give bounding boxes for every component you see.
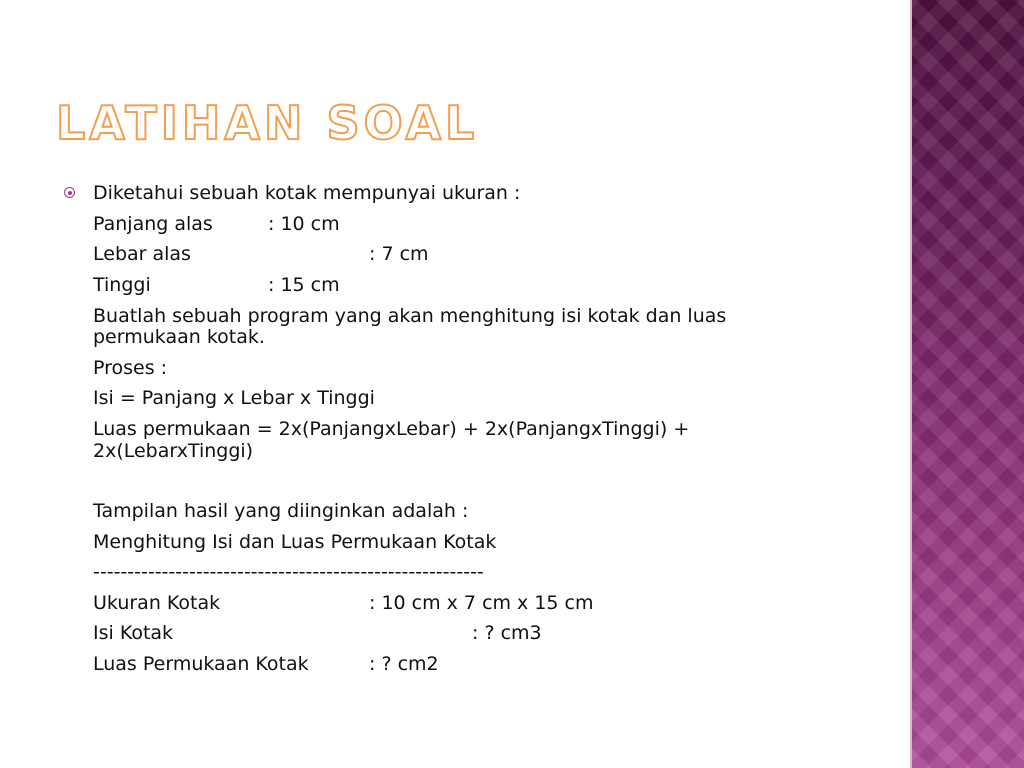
panjang-label: Panjang alas [93, 213, 213, 235]
output-heading: Menghitung Isi dan Luas Permukaan Kotak [93, 531, 497, 553]
slide-title: LATIHAN SOAL [56, 96, 479, 150]
luas-label: Luas Permukaan Kotak [93, 653, 309, 675]
ukuran-row [93, 592, 594, 614]
decorative-side-band [912, 0, 1024, 768]
task-line-1: Buatlah sebuah program yang akan menghitung isi kotak dan luas [93, 305, 727, 327]
proses-line: Proses : [93, 357, 168, 379]
panjang-row [93, 213, 340, 235]
lebar-row [93, 243, 429, 265]
tinggi-row [93, 274, 340, 296]
bullet-icon [64, 187, 75, 198]
luas-formula-line-2: 2x(LebarxTinggi) [93, 440, 254, 462]
luas-row [93, 653, 439, 675]
isi-row [93, 622, 542, 644]
separator-line: --------------------------------------------------------- [93, 561, 484, 583]
ukuran-label: Ukuran Kotak [93, 592, 221, 614]
task-line-2: permukaan kotak. [93, 326, 265, 348]
lebar-value: : 7 cm [369, 243, 429, 265]
ukuran-value: : 10 cm x 7 cm x 15 cm [369, 592, 594, 614]
tinggi-label: Tinggi [93, 274, 151, 296]
luas-formula-line-1: Luas permukaan = 2x(PanjangxLebar) + 2x(PanjangxTinggi) + [93, 418, 690, 440]
tinggi-value: : 15 cm [268, 274, 340, 296]
isi-formula: Isi = Panjang x Lebar x Tinggi [93, 387, 375, 409]
luas-value: : ? cm2 [369, 653, 439, 675]
intro-line: Diketahui sebuah kotak mempunyai ukuran : [93, 182, 521, 204]
panjang-value: : 10 cm [268, 213, 340, 235]
isi-value: : ? cm3 [472, 622, 542, 644]
isi-label: Isi Kotak [93, 622, 174, 644]
output-intro: Tampilan hasil yang diinginkan adalah : [93, 500, 469, 522]
lebar-label: Lebar alas [93, 243, 191, 265]
